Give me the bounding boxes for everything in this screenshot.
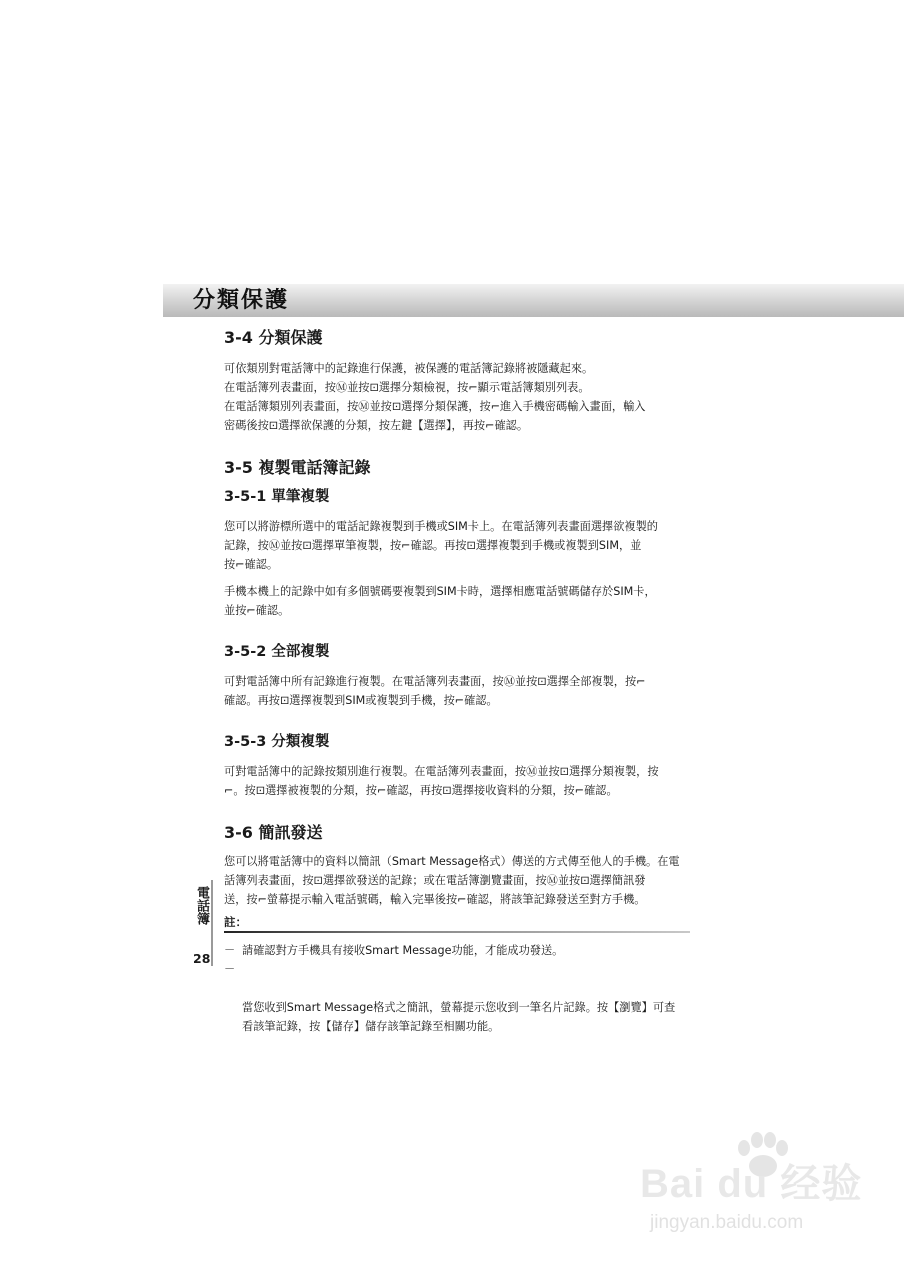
heading-3-5-3: 3-5-3 分類複製 xyxy=(224,734,330,750)
note-text: 請確認對方手機具有接收Smart Message功能，才能成功發送。 xyxy=(242,944,564,957)
watermark-url: jingyan.baidu.com xyxy=(650,1212,804,1233)
paragraph-3-5-3-1: 可對電話簿中的記錄按類別進行複製。在電話簿列表畫面，按Ⓜ並按⊡選擇分類複製，按 ⌐。按⊡選擇被複製的分類，按⌐確認，再按⊡選擇接收資料的分類，按⌐確認。 xyxy=(224,765,659,797)
paragraph-3-6-1: 您可以將電話簿中的資料以簡訊（Smart Message格式）傳送的方式傳至他人的手機。在電 話簿列表畫面，按⊡選擇欲發送的記錄；或在電話簿瀏覽畫面，按Ⓜ並按⊡選擇簡訊發 送，按⌐螢幕提示輸入電話號碼，輸入完畢後按⌐確認，將該筆記錄發送至對方手機。 xyxy=(224,855,680,906)
note-dash: － xyxy=(224,963,236,976)
page-content xyxy=(224,325,690,1036)
watermark-brand: Bai du 经验 xyxy=(640,1162,863,1206)
paragraph-3-4-3: 在電話簿類別列表畫面，按Ⓜ並按⊡選擇分類保護，按⌐進入手機密碼輸入畫面，輸入 密碼後按⊡選擇欲保護的分類，按左鍵【選擇】，再按⌐確認。 xyxy=(224,400,646,432)
note-item xyxy=(224,941,690,960)
note-text: 當您收到Smart Message格式之簡訊，螢幕提示您收到一筆名片記錄。按【瀏覽】可查 看該筆記錄，按【儲存】儲存該筆記錄至相關功能。 xyxy=(242,1001,676,1033)
paragraph-3-5-2-1: 可對電話簿中所有記錄進行複製。在電話簿列表畫面，按Ⓜ並按⊡選擇全部複製，按⌐ 確認。再按⊡選擇複製到SIM或複製到手機，按⌐確認。 xyxy=(224,675,646,707)
paragraph-3-4-1: 可依類別對電話簿中的記錄進行保護，被保護的電話簿記錄將被隱藏起來。 xyxy=(224,362,594,375)
paragraph-3-5-1-2: 手機本機上的記錄中如有多個號碼要複製到SIM卡時，選擇相應電話號碼儲存於SIM卡， 並按⌐確認。 xyxy=(224,585,656,617)
heading-3-5-1: 3-5-1 單筆複製 xyxy=(224,489,330,505)
heading-3-6: 3-6 簡訊發送 xyxy=(224,823,323,842)
note-item xyxy=(224,960,690,1036)
paragraph-3-5-1-1: 您可以將游標所選中的電話記錄複製到手機或SIM卡上。在電話簿列表畫面選擇欲複製的 記錄，按Ⓜ並按⊡選擇單筆複製，按⌐確認。再按⊡選擇複製到手機或複製到SIM，並 按⌐確認。 xyxy=(224,520,658,571)
chapter-tab-bar xyxy=(211,880,213,966)
section-banner xyxy=(163,284,904,317)
banner-title: 分類保護 xyxy=(193,288,290,313)
heading-3-5: 3-5 複製電話簿記錄 xyxy=(224,458,371,477)
note-label: 註： xyxy=(224,915,247,929)
watermark xyxy=(640,1130,890,1240)
paragraph-3-4-2: 在電話簿列表畫面，按Ⓜ並按⊡選擇分類檢視，按⌐顯示電話簿類別列表。 xyxy=(224,381,590,394)
heading-3-5-2: 3-5-2 全部複製 xyxy=(224,644,330,660)
note-dash: － xyxy=(224,944,236,957)
chapter-tab xyxy=(192,886,210,925)
chapter-tab-label: 電話簿 xyxy=(194,886,209,925)
heading-3-4: 3-4 分類保護 xyxy=(224,328,323,347)
page-number: 28 xyxy=(193,951,211,966)
note-divider xyxy=(224,931,690,933)
